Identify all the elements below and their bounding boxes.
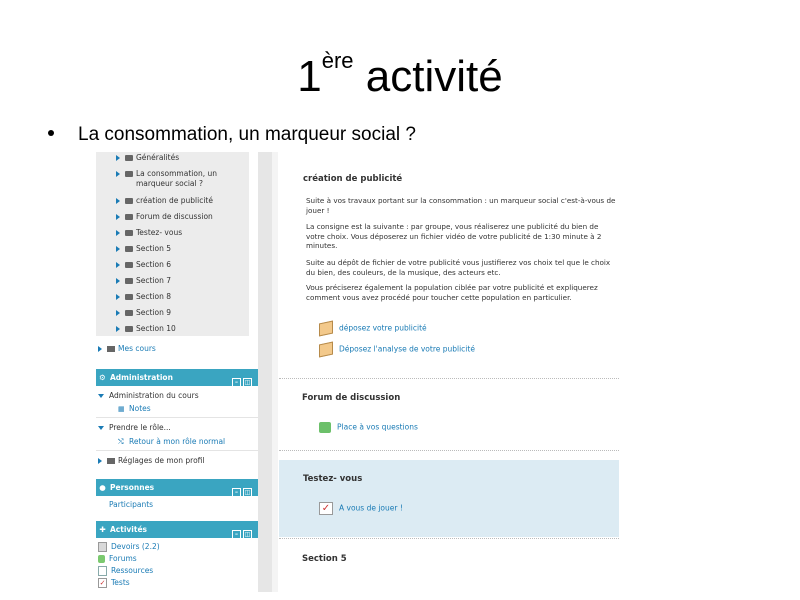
nav-mes-cours[interactable]: Mes cours [98,344,156,353]
activity-forums[interactable]: Forums [98,554,137,563]
paragraph: Vous préciserez également la population ciblée par votre publicité et expliquerez comment vous avez procédé pour toucher cette population en particulier. [306,283,598,302]
tree-item-section5[interactable]: Section 5 [116,244,171,254]
title-superscript: ère [321,48,354,73]
minimize-icon[interactable]: – [232,378,241,387]
tree-item-section10[interactable]: Section 10 [116,324,176,334]
section-title: Testez- vous [303,474,363,484]
moodle-screenshot [96,152,620,592]
activity-devoirs[interactable]: Devoirs (2.2) [98,542,160,552]
puzzle-icon: ✚ [99,525,106,534]
section-divider [279,538,619,539]
forum-link[interactable]: Place à vos questions [319,422,418,433]
bullet-point [48,124,416,146]
activity-tests[interactable]: ✓ Tests [99,578,130,587]
quiz-check-icon: ✓ [99,579,106,587]
expand-arrow-icon [116,246,120,252]
folder-icon [125,326,133,332]
paragraph: Suite au dépôt de fichier de votre publicité vous justifierez vos choix tel que le choix du bien, des couleurs, de la musique, des acteurs etc. [306,258,611,277]
shuffle-icon: ⤭ [118,438,124,446]
quiz-check-icon: ✓ [319,502,333,515]
tree-item-section9[interactable]: Section 9 [116,308,171,318]
activities-block-header[interactable]: ✚ Activités – ◫ [96,521,258,538]
minimize-icon[interactable]: – [232,530,241,539]
file-icon [98,566,107,576]
switch-role-item[interactable]: Prendre le rôle... [98,423,171,432]
section-publicite [279,152,619,372]
paragraph: La consigne est la suivante : par groupe, vous réaliserez une publicité du bien de votre choix. Vous déposerez un fichier vidéo de votre publicité de 1:30 minute à 2 minutes. [306,222,602,250]
expand-arrow-icon [116,262,120,268]
people-icon: ● [99,483,106,492]
participants-link[interactable]: Participants [109,500,154,509]
quiz-link[interactable]: ✓ A vous de jouer ! [319,502,403,515]
tree-item-publicite[interactable]: création de publicité [116,196,213,206]
folder-icon [125,214,133,220]
dock-icon[interactable]: ◫ [244,531,251,538]
expand-arrow-icon [116,230,120,236]
assignment-icon [98,542,107,552]
gear-icon: ⚙ [99,373,106,382]
expand-arrow-icon [116,214,120,220]
folder-icon [125,262,133,268]
folder-icon [107,458,115,464]
section-5 [279,542,619,592]
folder-icon [125,246,133,252]
return-role-link[interactable]: ⤭ Retour à mon rôle normal [118,437,226,446]
expand-arrow-icon [98,458,102,464]
left-column [96,152,258,592]
tree-item-section8[interactable]: Section 8 [116,292,171,302]
folder-icon [107,346,115,352]
section-title: création de publicité [303,174,403,184]
people-block-header[interactable]: ● Personnes – ◫ [96,479,258,496]
folder-icon [125,294,133,300]
collapse-arrow-icon [98,394,104,398]
expand-arrow-icon [116,278,120,284]
section-divider [279,450,619,451]
bullet-dot-icon [48,130,54,136]
notes-link[interactable]: ▦ Notes [118,404,151,413]
folder-icon [125,155,133,161]
section-title: Section 5 [302,554,347,564]
folder-icon [125,230,133,236]
assignment-icon [319,321,333,337]
expand-arrow-icon [116,155,120,161]
minimize-icon[interactable]: – [232,488,241,497]
forum-icon [98,555,105,563]
section-testez-vous [279,460,619,537]
expand-arrow-icon [98,346,102,352]
dock-icon[interactable]: ◫ [244,379,251,386]
tree-item-forum[interactable]: Forum de discussion [116,212,213,222]
table-icon: ▦ [118,405,125,413]
slide-title: 1ère activité [297,48,503,101]
bullet-text: La consommation, un marqueur social ? [78,124,416,145]
tree-item-consommation[interactable]: La consommation, un marqueur social ? [116,169,226,189]
folder-icon [125,171,133,177]
tree-item-generalites[interactable]: Généralités [116,153,179,163]
folder-icon [125,278,133,284]
expand-arrow-icon [116,326,120,332]
scrollbar-track[interactable] [258,152,272,592]
admin-course-item[interactable]: Administration du cours [98,391,199,400]
tree-item-testez[interactable]: Testez- vous [116,228,182,238]
expand-arrow-icon [116,310,120,316]
assignment-link-publicite[interactable]: déposez votre publicité [319,322,427,335]
administration-block-header[interactable]: ⚙ Administration – ◫ [96,369,258,386]
tree-item-section7[interactable]: Section 7 [116,276,171,286]
folder-icon [125,310,133,316]
tree-item-section6[interactable]: Section 6 [116,260,171,270]
expand-arrow-icon [116,171,120,177]
divider [96,417,258,418]
expand-arrow-icon [116,198,120,204]
folder-icon [125,198,133,204]
forum-icon [319,422,331,433]
dock-icon[interactable]: ◫ [244,489,251,496]
gutter [272,152,278,592]
course-tree [96,152,249,336]
section-forum [279,379,619,459]
expand-arrow-icon [116,294,120,300]
assignment-icon [319,342,333,358]
divider [96,450,258,451]
activity-ressources[interactable]: Ressources [98,566,153,576]
profile-settings-item[interactable]: Réglages de mon profil [98,456,204,465]
section-title: Forum de discussion [302,393,401,403]
assignment-link-analyse[interactable]: Déposez l'analyse de votre publicité [319,343,475,356]
paragraph: Suite à vos travaux portant sur la consommation : un marqueur social c'est-à-vous de jouer ! [306,196,616,215]
collapse-arrow-icon [98,426,104,430]
